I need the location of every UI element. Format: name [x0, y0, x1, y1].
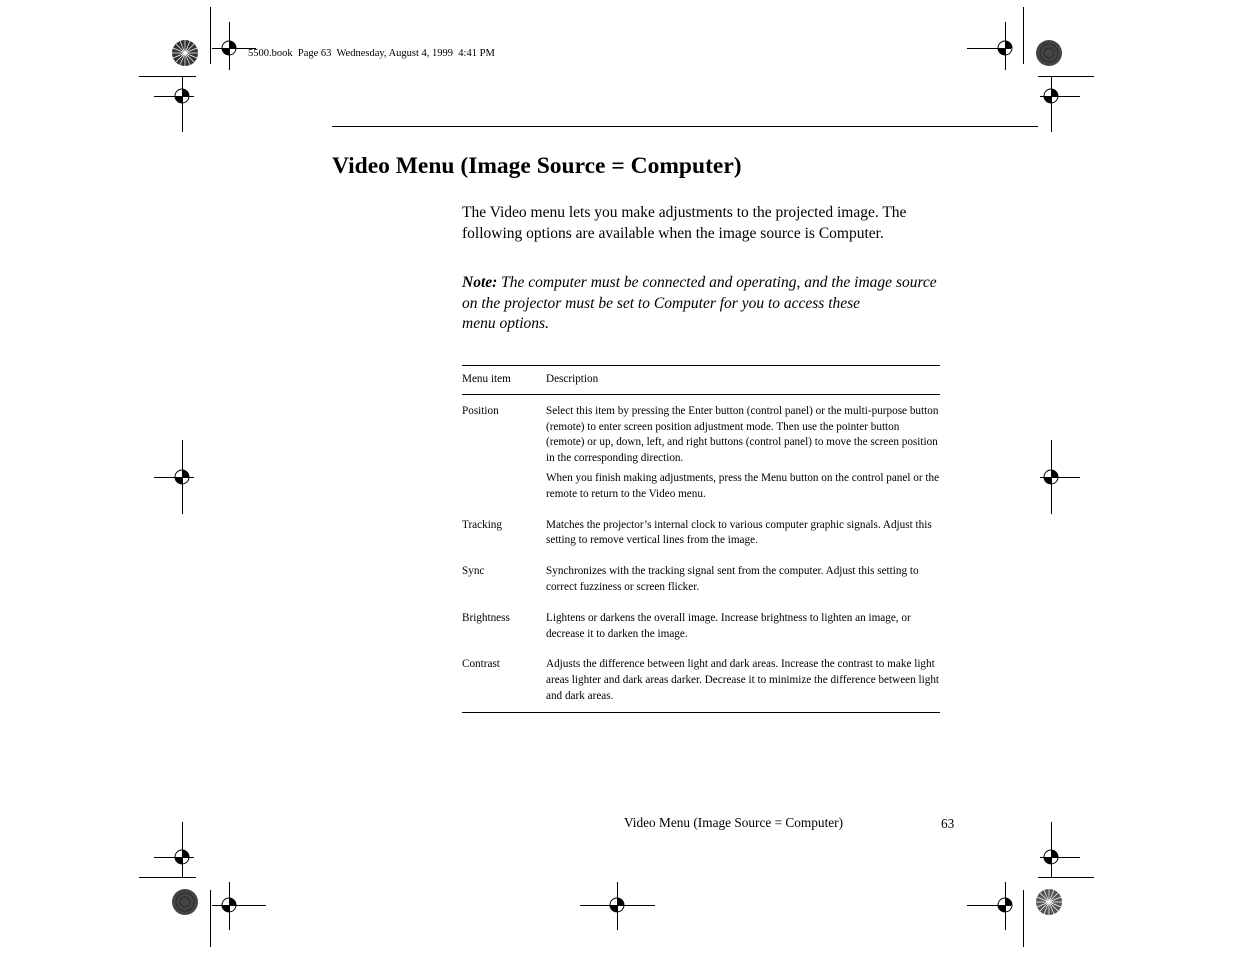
menu-item-description [546, 394, 940, 517]
registration-crosshair-icon [1040, 466, 1062, 488]
print-header: 5500.book Page 63 Wednesday, August 4, 1999 4:41 PM [248, 48, 495, 59]
description-paragraph: When you finish making adjustments, press the Menu button on the control panel or the remote to return to the Video menu. [546, 471, 940, 500]
column-header-menu-item: Menu item [462, 366, 546, 395]
registration-starburst-icon [171, 39, 199, 67]
crop-mark [1038, 877, 1094, 878]
registration-crosshair-icon [1040, 846, 1062, 868]
description-paragraph: Matches the projector’s internal clock to various computer graphic signals. Adjust this setting to remove vertical lines from the image. [546, 518, 932, 547]
menu-item-name: Contrast [462, 657, 546, 712]
crop-mark [139, 76, 196, 77]
crop-mark [1023, 890, 1024, 947]
registration-starburst-icon [171, 888, 199, 916]
registration-crosshair-icon [171, 466, 193, 488]
description-paragraph: Synchronizes with the tracking signal sent from the computer. Adjust this setting to correct fuzziness or screen flicker. [546, 565, 919, 593]
description-paragraph: Lightens or darkens the overall image. Increase brightness to lighten an image, or decrease it to darken the image. [546, 611, 911, 640]
table-row [462, 657, 940, 712]
menu-item-description [546, 564, 940, 611]
registration-crosshair-icon [994, 894, 1016, 916]
table-row [462, 564, 940, 611]
description-paragraph: Adjusts the difference between light and dark areas. Increase the contrast to make light areas lighter and dark areas darker. Decrease it to minimize the difference between light and dark areas. [546, 658, 940, 702]
menu-item-description [546, 657, 940, 712]
note-paragraph [462, 273, 942, 335]
registration-crosshair-icon [1040, 85, 1062, 107]
crop-mark [1038, 76, 1094, 77]
intro-paragraph: The Video menu lets you make adjustments to the projected image. The following options are available when the image source is Computer. [462, 204, 907, 242]
menu-options-table [462, 365, 940, 713]
registration-crosshair-icon [994, 37, 1016, 59]
footer-running-title: Video Menu (Image Source = Computer) [624, 815, 844, 830]
crop-mark [210, 7, 211, 64]
registration-crosshair-icon [218, 894, 240, 916]
registration-crosshair-icon [171, 846, 193, 868]
description-paragraph: Select this item by pressing the Enter button (control panel) or the multi-purpose button (remote) to enter screen position adjustment mode. Then use the pointer button (remote) or up, down, left, and right buttons (control panel) to move the screen position in the corresponding direction. [546, 404, 939, 465]
registration-starburst-icon [1035, 39, 1063, 67]
column-header-description: Description [546, 366, 940, 395]
menu-item-description [546, 611, 940, 658]
top-rule [332, 126, 1038, 127]
registration-crosshair-icon [606, 894, 628, 916]
note-text: The computer must be connected and operating, and the image source on the projector must be set to Computer for you to access these [462, 274, 937, 312]
page-number: 63 [941, 816, 955, 831]
registration-starburst-icon [1035, 888, 1063, 916]
menu-item-name: Sync [462, 565, 485, 578]
crop-mark [139, 877, 196, 878]
table-header-row [462, 366, 940, 395]
crop-mark [1023, 7, 1024, 64]
table-row [462, 518, 940, 565]
menu-item-description [546, 518, 940, 565]
menu-item-name: Position [462, 404, 499, 417]
table-row [462, 611, 940, 658]
crop-mark [210, 890, 211, 947]
page-title: Video Menu (Image Source = Computer) [332, 153, 742, 179]
note-label: Note: [462, 274, 498, 291]
table-row [462, 394, 940, 517]
menu-item-name: Tracking [462, 518, 502, 531]
registration-crosshair-icon [218, 37, 240, 59]
registration-crosshair-icon [171, 85, 193, 107]
note-text-end: menu options. [462, 315, 549, 332]
menu-item-name: Brightness [462, 611, 510, 624]
